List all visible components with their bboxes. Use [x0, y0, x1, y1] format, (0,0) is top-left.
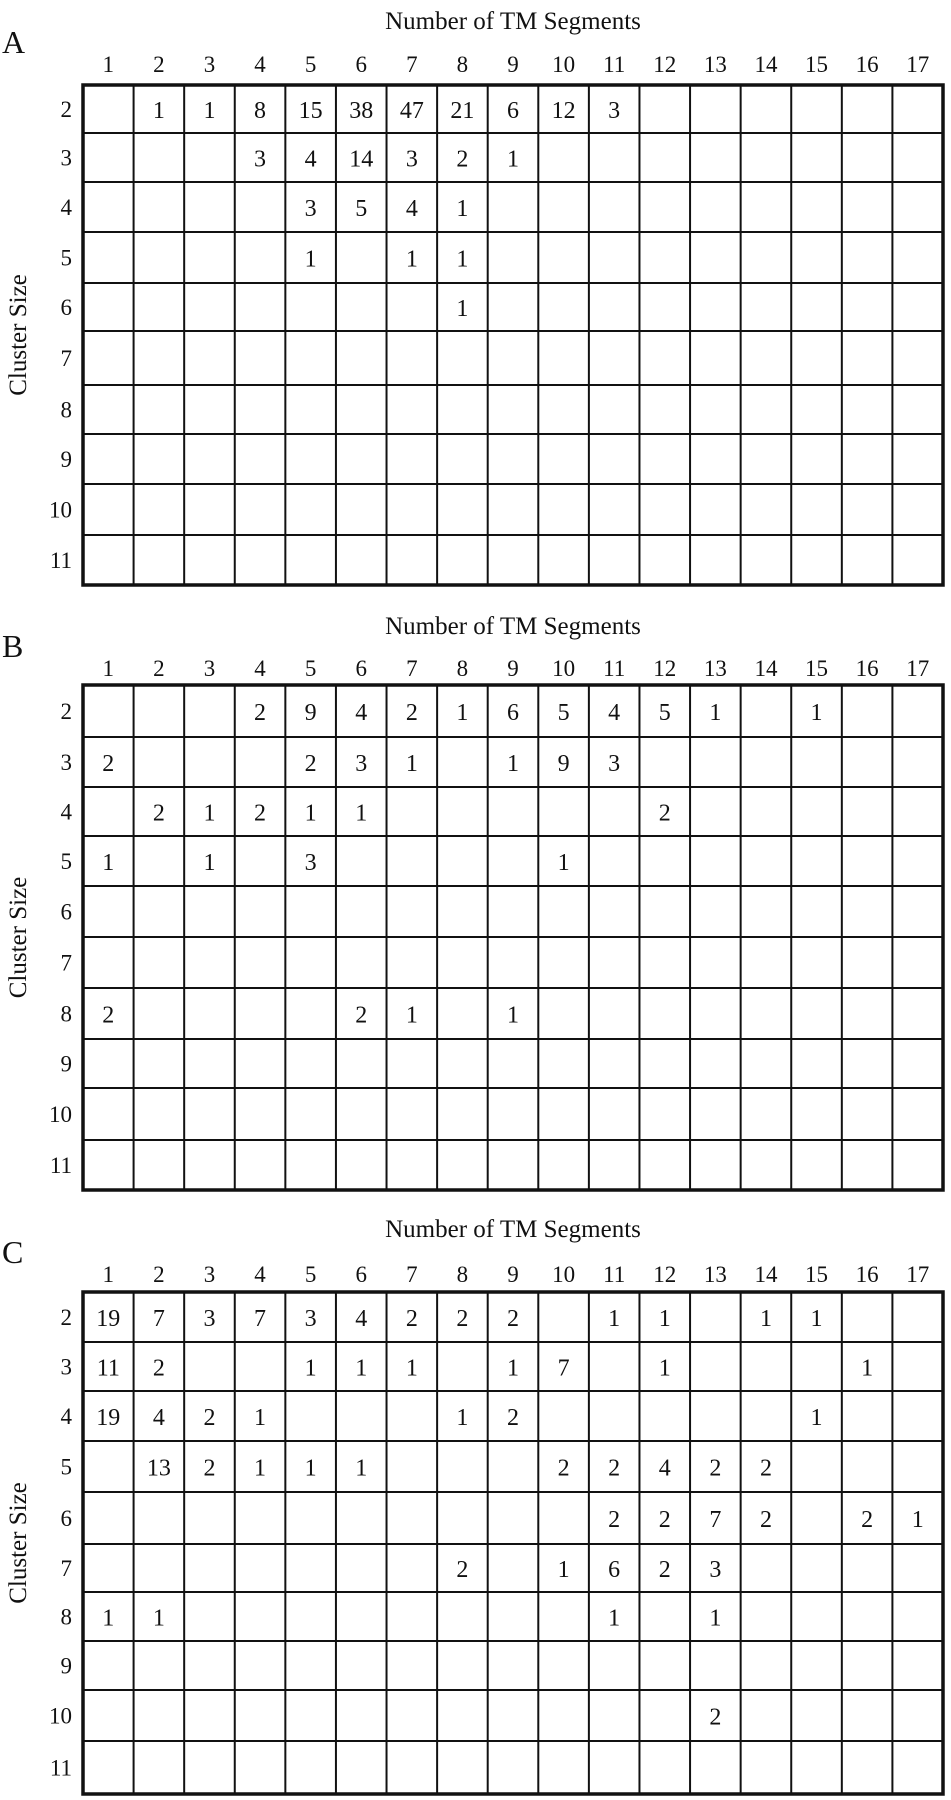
cell-value: 1 — [203, 850, 216, 876]
cell-value: 38 — [349, 98, 374, 124]
column-tick-label: 11 — [603, 1262, 626, 1287]
cell-value: 2 — [102, 1002, 115, 1029]
panel-a — [0, 0, 951, 600]
row-tick-label: 4 — [60, 195, 72, 220]
cell-value: 7 — [254, 1306, 267, 1332]
column-tick-label: 14 — [754, 52, 778, 77]
cell-value: 1 — [355, 1455, 368, 1482]
panel-a-table — [0, 0, 951, 600]
column-tick-label: 12 — [653, 52, 677, 77]
row-tick-label: 6 — [60, 899, 72, 925]
row-tick-label: 11 — [49, 548, 72, 573]
row-tick-label: 5 — [60, 1454, 72, 1480]
y-axis-title: Cluster Size — [5, 876, 32, 999]
row-tick-label: 10 — [49, 1703, 72, 1729]
cell-value: 1 — [507, 751, 519, 777]
cell-value: 3 — [709, 1557, 722, 1583]
column-tick-label: 16 — [855, 52, 879, 77]
cell-value: 6 — [507, 98, 519, 124]
cell-value: 1 — [355, 1355, 368, 1382]
cell-value: 7 — [709, 1507, 722, 1533]
cell-value: 4 — [658, 1455, 671, 1482]
column-tick-label: 9 — [507, 1262, 519, 1287]
cell-value: 11 — [96, 1355, 120, 1382]
row-tick-label: 7 — [60, 950, 72, 976]
cell-value: 6 — [507, 700, 519, 726]
cell-value: 21 — [450, 98, 475, 124]
cell-value: 1 — [456, 700, 469, 726]
column-tick-label: 7 — [406, 656, 418, 681]
cell-value: 2 — [861, 1507, 874, 1533]
cell-value: 7 — [152, 1306, 165, 1332]
cell-value: 1 — [861, 1355, 874, 1382]
row-tick-label: 3 — [60, 1354, 72, 1380]
cell-value: 8 — [254, 98, 267, 124]
cell-value: 1 — [507, 1355, 519, 1382]
column-tick-label: 5 — [304, 52, 317, 77]
cell-value: 2 — [456, 146, 469, 173]
row-tick-label: 6 — [60, 295, 72, 320]
row-tick-label: 7 — [60, 1556, 72, 1581]
column-tick-label: 17 — [906, 52, 930, 77]
cell-value: 1 — [456, 246, 469, 273]
row-tick-label: 4 — [60, 799, 72, 825]
column-tick-label: 5 — [304, 656, 317, 681]
column-tick-label: 1 — [102, 1262, 115, 1287]
cell-value: 2 — [608, 1507, 621, 1533]
column-tick-label: 4 — [254, 52, 266, 77]
cell-value: 12 — [551, 98, 576, 124]
cell-value: 1 — [203, 800, 216, 827]
cell-value: 7 — [557, 1355, 570, 1382]
panel-b-table — [0, 600, 951, 1200]
column-tick-label: 13 — [703, 52, 727, 77]
column-tick-label: 15 — [805, 52, 829, 77]
row-tick-label: 3 — [60, 750, 72, 775]
column-tick-label: 14 — [754, 656, 778, 681]
column-tick-label: 11 — [603, 52, 626, 77]
cell-value: 1 — [608, 1605, 621, 1632]
cell-value: 1 — [304, 246, 317, 273]
cell-value: 1 — [102, 1605, 115, 1632]
cell-value: 1 — [911, 1507, 924, 1533]
column-tick-label: 17 — [906, 1262, 930, 1287]
cell-value: 5 — [355, 196, 368, 222]
cell-value: 2 — [759, 1455, 772, 1482]
cell-value: 2 — [152, 800, 165, 827]
column-tick-label: 9 — [507, 52, 519, 77]
panel-letter: C — [2, 1234, 24, 1270]
cell-value: 15 — [298, 98, 323, 124]
column-tick-label: 10 — [552, 52, 576, 77]
cell-value: 1 — [810, 700, 823, 726]
column-tick-label: 9 — [507, 656, 519, 681]
y-axis-title: Cluster Size — [5, 1482, 32, 1604]
cell-value: 3 — [304, 850, 317, 876]
row-tick-label: 8 — [60, 1604, 72, 1630]
cell-value: 1 — [709, 700, 722, 726]
column-tick-label: 3 — [203, 656, 216, 681]
cell-value: 1 — [254, 1455, 267, 1482]
cell-value: 2 — [254, 700, 267, 726]
row-tick-label: 5 — [60, 245, 72, 271]
column-tick-label: 10 — [552, 656, 576, 681]
cell-value: 2 — [709, 1455, 722, 1482]
row-tick-label: 10 — [49, 1102, 72, 1127]
row-tick-label: 11 — [49, 1153, 72, 1178]
cell-value: 1 — [456, 1405, 469, 1431]
row-tick-label: 10 — [49, 497, 72, 523]
cell-value: 2 — [405, 1306, 418, 1332]
column-tick-label: 8 — [456, 656, 469, 681]
cell-value: 2 — [304, 751, 317, 777]
row-tick-label: 4 — [60, 1404, 72, 1429]
cell-value: 2 — [658, 800, 671, 827]
cell-value: 1 — [102, 850, 115, 876]
cell-value: 2 — [658, 1557, 671, 1583]
cell-value: 1 — [405, 246, 418, 273]
column-tick-label: 13 — [703, 1262, 727, 1287]
cell-value: 6 — [608, 1557, 621, 1583]
column-tick-label: 13 — [703, 656, 727, 681]
column-tick-label: 16 — [855, 1262, 879, 1287]
column-tick-label: 16 — [855, 656, 879, 681]
column-tick-label: 3 — [203, 52, 216, 77]
row-tick-label: 2 — [60, 97, 72, 122]
cell-value: 3 — [304, 196, 317, 222]
cell-value: 1 — [507, 1002, 519, 1029]
panel-letter: A — [2, 24, 26, 60]
cell-value: 1 — [658, 1306, 671, 1332]
cell-value: 2 — [203, 1455, 216, 1482]
cell-value: 5 — [658, 700, 671, 726]
row-tick-label: 6 — [60, 1506, 72, 1531]
cell-value: 1 — [152, 98, 165, 124]
column-tick-label: 10 — [552, 1262, 576, 1287]
row-tick-label: 8 — [60, 397, 72, 423]
cell-value: 47 — [399, 98, 424, 124]
column-tick-label: 1 — [102, 52, 115, 77]
column-tick-label: 2 — [153, 1262, 165, 1287]
cell-value: 1 — [557, 1557, 570, 1583]
x-axis-title: Number of TM Segments — [385, 1216, 641, 1243]
cell-value: 1 — [405, 751, 418, 777]
cell-value: 4 — [355, 700, 368, 726]
column-tick-label: 7 — [406, 1262, 418, 1287]
panel-b — [0, 600, 951, 1200]
column-tick-label: 6 — [355, 656, 367, 681]
column-tick-label: 4 — [254, 1262, 266, 1287]
panel-c-table — [0, 1200, 951, 1800]
cell-value: 1 — [304, 1355, 317, 1382]
column-tick-label: 2 — [153, 656, 165, 681]
cell-value: 3 — [355, 751, 368, 777]
column-tick-label: 5 — [304, 1262, 317, 1287]
x-axis-title: Number of TM Segments — [385, 613, 641, 640]
cell-value: 4 — [355, 1306, 368, 1332]
column-tick-label: 2 — [153, 52, 165, 77]
column-tick-label: 6 — [355, 52, 367, 77]
row-tick-label: 11 — [49, 1755, 72, 1781]
cell-value: 1 — [405, 1355, 418, 1382]
cell-value: 2 — [507, 1306, 519, 1332]
column-tick-label: 15 — [805, 1262, 829, 1287]
cell-value: 1 — [507, 146, 519, 173]
cell-value: 3 — [304, 1306, 317, 1332]
column-tick-label: 1 — [102, 656, 115, 681]
cell-value: 3 — [254, 146, 267, 173]
cell-value: 3 — [203, 1306, 216, 1332]
cell-value: 2 — [203, 1405, 216, 1431]
cell-value: 2 — [456, 1306, 469, 1332]
cell-value: 2 — [658, 1507, 671, 1533]
cell-value: 2 — [102, 751, 115, 777]
row-tick-label: 9 — [60, 1051, 72, 1077]
cell-value: 5 — [557, 700, 570, 726]
cell-value: 1 — [405, 1002, 418, 1029]
cell-value: 2 — [557, 1455, 570, 1482]
row-tick-label: 8 — [60, 1001, 72, 1027]
row-tick-label: 3 — [60, 145, 72, 171]
cell-value: 19 — [96, 1306, 121, 1332]
cell-value: 2 — [709, 1704, 722, 1731]
cell-value: 2 — [254, 800, 267, 827]
row-tick-label: 7 — [60, 346, 72, 371]
cell-value: 1 — [203, 98, 216, 124]
row-tick-label: 2 — [60, 1305, 72, 1330]
row-tick-label: 5 — [60, 849, 72, 874]
cell-value: 9 — [557, 751, 570, 777]
cell-value: 1 — [456, 196, 469, 222]
column-tick-label: 17 — [906, 656, 930, 681]
cell-value: 1 — [658, 1355, 671, 1382]
column-tick-label: 12 — [653, 656, 677, 681]
column-tick-label: 8 — [456, 1262, 469, 1287]
cell-value: 1 — [709, 1605, 722, 1632]
cell-value: 4 — [152, 1405, 165, 1431]
cell-value: 1 — [810, 1306, 823, 1332]
y-axis-title: Cluster Size — [5, 274, 32, 396]
cell-value: 14 — [349, 146, 374, 173]
column-tick-label: 8 — [456, 52, 469, 77]
cell-value: 3 — [608, 751, 621, 777]
column-tick-label: 14 — [754, 1262, 778, 1287]
column-tick-label: 3 — [203, 1262, 216, 1287]
cell-value: 1 — [355, 800, 368, 827]
cell-value: 1 — [759, 1306, 772, 1332]
cell-value: 4 — [304, 146, 317, 173]
cell-value: 9 — [304, 700, 317, 726]
cell-value: 2 — [608, 1455, 621, 1482]
panel-letter: B — [2, 628, 24, 664]
cell-value: 1 — [608, 1306, 621, 1332]
column-tick-label: 6 — [355, 1262, 367, 1287]
row-tick-label: 2 — [60, 699, 72, 724]
cell-value: 4 — [405, 196, 418, 222]
column-tick-label: 12 — [653, 1262, 677, 1287]
cell-value: 1 — [304, 800, 317, 827]
cell-value: 13 — [146, 1455, 171, 1482]
cell-value: 2 — [759, 1507, 772, 1533]
row-tick-label: 9 — [60, 447, 72, 472]
cell-value: 1 — [304, 1455, 317, 1482]
column-tick-label: 15 — [805, 656, 829, 681]
column-tick-label: 11 — [603, 656, 626, 681]
cell-value: 3 — [608, 98, 621, 124]
cell-value: 2 — [456, 1557, 469, 1583]
cell-value: 1 — [557, 850, 570, 876]
cell-value: 2 — [405, 700, 418, 726]
cell-value: 3 — [405, 146, 418, 173]
row-tick-label: 9 — [60, 1653, 72, 1679]
cell-value: 2 — [507, 1405, 519, 1431]
cell-value: 1 — [456, 296, 469, 322]
column-tick-label: 4 — [254, 656, 266, 681]
cell-value: 4 — [608, 700, 621, 726]
cell-value: 1 — [254, 1405, 267, 1431]
cell-value: 2 — [355, 1002, 368, 1029]
cell-value: 19 — [96, 1405, 121, 1431]
x-axis-title: Number of TM Segments — [385, 8, 641, 35]
cell-value: 1 — [152, 1605, 165, 1632]
column-tick-label: 7 — [406, 52, 418, 77]
cell-value: 1 — [810, 1405, 823, 1431]
cell-value: 2 — [152, 1355, 165, 1382]
panel-c — [0, 1200, 951, 1800]
